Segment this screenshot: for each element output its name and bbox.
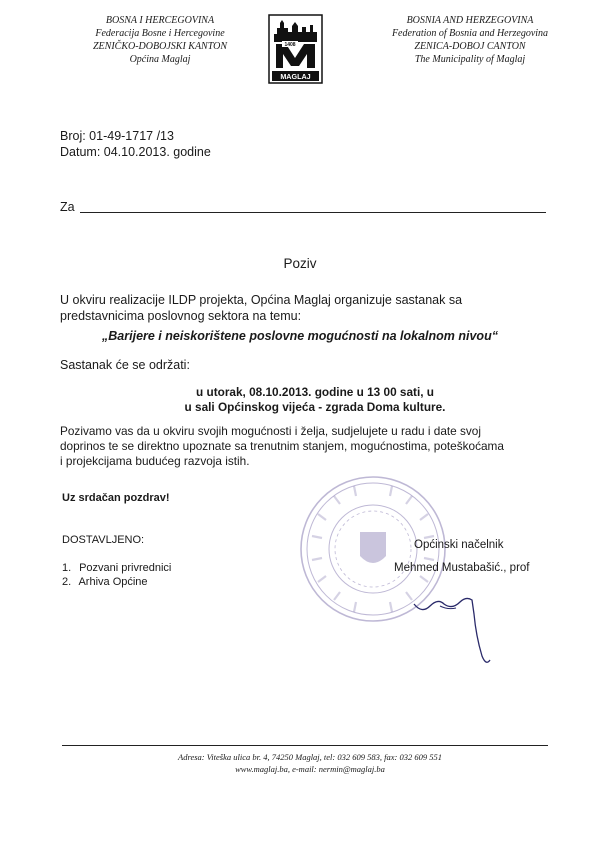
document-title: Poziv	[283, 256, 317, 271]
meeting-location: u sali Općinskog vijeća - zgrada Doma kulture.	[184, 400, 446, 414]
signer-name: Mehmed Mustabašić., prof	[394, 562, 530, 574]
signature-block	[394, 534, 554, 580]
invitation-line: i projekcijama budućeg razvoja istih.	[60, 454, 250, 468]
list-item-number: 1.	[62, 562, 72, 574]
invitation-line: doprinos te se direktno upoznate sa trenutnim stanjem, mogućnostima, poteškoćama	[60, 439, 504, 453]
header-left-municipality: Općina Maglaj	[129, 54, 191, 65]
meeting-topic: „Barijere i neiskorištene poslovne mogućnosti na lokalnom nivou“	[102, 329, 498, 343]
logo-name: MAGLAJ	[280, 72, 311, 81]
list-item-number: 2.	[62, 576, 72, 588]
header-right-federation: Federation of Bosnia and Herzegovina	[391, 28, 549, 39]
municipality-logo	[268, 14, 323, 84]
signer-role: Općinski načelnik	[414, 539, 504, 551]
distribution-list	[62, 561, 171, 589]
footer-divider	[62, 745, 548, 746]
recipient-label: Za	[60, 200, 75, 214]
footer-web: www.maglaj.ba, e-mail: nermin@maglaj.ba	[235, 764, 385, 774]
list-item-text: Pozvani privrednici	[79, 562, 172, 574]
intro-line: predstavnicima poslovnog sektora na temu:	[60, 309, 302, 323]
header-right-country: BOSNIA AND HERZEGOVINA	[406, 15, 534, 26]
header-right-municipality: The Municipality of Maglaj	[414, 54, 526, 65]
meeting-intro: Sastanak će se održati:	[60, 358, 190, 372]
invitation-paragraph	[60, 424, 550, 469]
handwritten-signature	[400, 580, 510, 670]
reference-number: Broj: 01-49-1717 /13	[60, 129, 174, 143]
intro-line: U okviru realizacije ILDP projekta, Općina Maglaj organizuje sastanak sa	[60, 293, 463, 307]
footer	[0, 751, 600, 775]
list-item	[62, 575, 171, 589]
intro-paragraph	[60, 292, 550, 324]
header-left-country: BOSNA I HERCEGOVINA	[105, 15, 215, 26]
invitation-line: Pozivamo vas da u okviru svojih mogućnosti i želja, sudjelujete u radu i date svoj	[60, 424, 481, 438]
greeting: Uz srdačan pozdrav!	[62, 492, 170, 504]
list-item-text: Arhiva Općine	[78, 576, 148, 588]
recipient-line	[80, 212, 546, 213]
logo-year: 1408	[284, 42, 296, 49]
header-left	[70, 14, 250, 66]
header-left-canton: ZENIČKO-DOBOJSKI KANTON	[93, 41, 227, 52]
meeting-time: u utorak, 08.10.2013. godine u 13 00 sati, u	[196, 385, 434, 399]
footer-address: Adresa: Viteška ulica br. 4, 74250 Maglaj, tel: 032 609 583, fax: 032 609 551	[178, 752, 442, 762]
header-right	[380, 14, 560, 66]
meeting-when	[0, 385, 600, 415]
document-meta	[60, 128, 211, 160]
header-right-canton: ZENICA-DOBOJ CANTON	[414, 41, 526, 52]
document-date: Datum: 04.10.2013. godine	[60, 145, 211, 159]
list-item	[62, 561, 171, 575]
distribution-label: DOSTAVLJENO:	[62, 534, 145, 546]
header-left-federation: Federacija Bosne i Hercegovine	[95, 28, 225, 39]
